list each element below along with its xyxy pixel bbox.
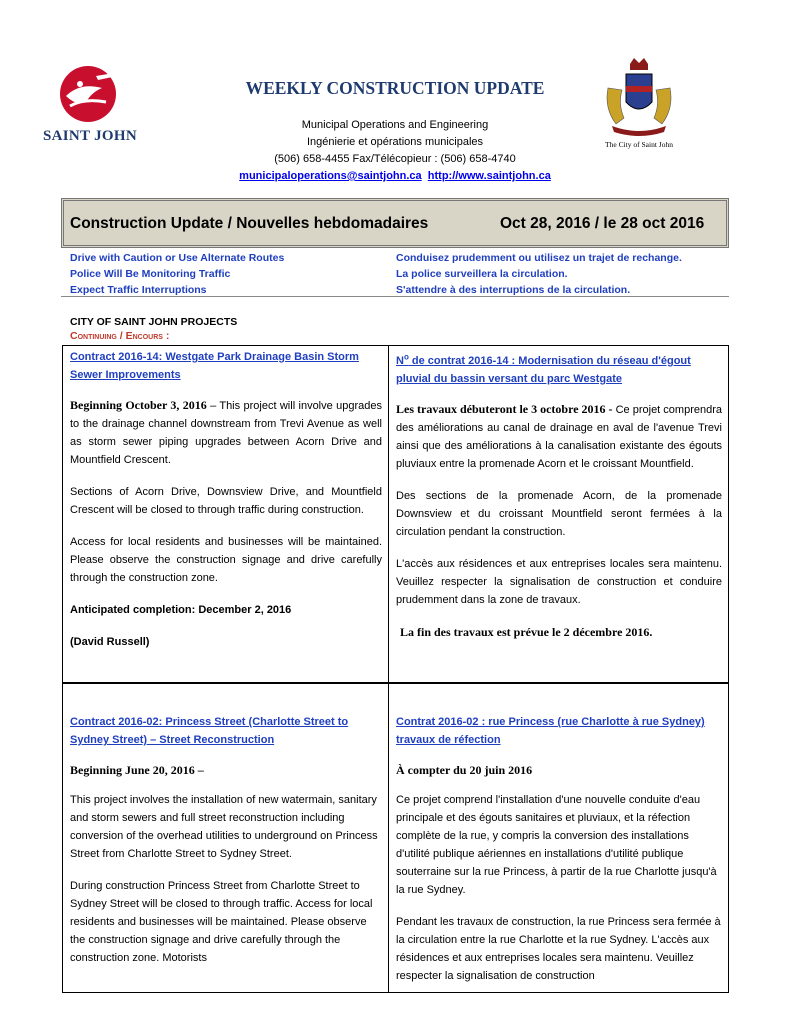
project2-en: [70, 713, 382, 981]
warning-en-2: Police Will Be Monitoring Traffic: [70, 268, 231, 280]
project1-en-link[interactable]: Contract 2016-14: Westgate Park Drainage Basin Storm Sewer Improvements: [70, 351, 359, 381]
website-link[interactable]: http://www.saintjohn.ca: [427, 170, 551, 182]
warnings-divider: [61, 296, 729, 297]
project1-en-desc: – This project will involve upgrades to the drainage channel downstream from Trevi Avenue as well as storm sewer piping upgrades between Acorn Drive and Mountfield Crescent.: [70, 400, 382, 466]
dept-english: Municipal Operations and Engineering: [301, 119, 489, 131]
warning-fr-1: Conduisez prudemment ou utilisez un trajet de rechange.: [396, 252, 682, 264]
project1-fr-closures: Des sections de la promenade Acorn, de la promenade Downsview et du croissant Mountfield seront fermées à la circulation pendant la construction.: [396, 489, 722, 538]
coat-of-arms-icon: [598, 58, 680, 138]
email-link[interactable]: municipaloperations@saintjohn.ca: [239, 170, 422, 182]
project2-fr-desc: Ce projet comprend l'installation d'une nouvelle conduite d'eau principale et des égouts sanitaires et pluviaux, et la réfection complète de la rue, y compris la conversion des installations d'utilité publique aériennes en installations d'utilité publique souterraine sur la rue Princess, à partir de la rue Charlotte jusqu'à la rue Sydney.: [396, 794, 717, 896]
city-coat-of-arms: [598, 58, 680, 153]
warning-fr-3: S'attendre à des interruptions de la circulation.: [396, 284, 631, 296]
warning-en-1: Drive with Caution or Use Alternate Routes: [70, 252, 285, 264]
phone-fax: (506) 658-4455 Fax/Télécopieur : (506) 658-4740: [274, 153, 516, 165]
saint-john-logo: [40, 62, 140, 147]
saint-john-wordmark: SAINT JOHN: [43, 128, 137, 144]
project2-fr-link[interactable]: Contrat 2016-02 : rue Princess (rue Charlotte à rue Sydney) travaux de réfection: [396, 716, 705, 746]
contact-links: [200, 170, 590, 182]
project1-fr-begin: Les travaux débuteront le 3 octobre 2016 -: [396, 401, 613, 416]
section-title: CITY OF SAINT JOHN PROJECTS: [70, 316, 238, 328]
project1-fr-access: L'accès aux résidences et aux entreprises locales sera maintenu. Veuillez respecter la signalisation de construction et conduire prudemment dans la zone de travaux.: [396, 557, 722, 606]
banner-title: Construction Update / Nouvelles hebdomadaires: [70, 215, 429, 232]
page-title: WEEKLY CONSTRUCTION UPDATE: [245, 78, 545, 98]
project2-en-begin: Beginning June 20, 2016 –: [70, 763, 204, 777]
coat-of-arms-caption: The City of Saint John: [605, 140, 673, 149]
update-banner: [61, 198, 729, 248]
project1-en: [70, 348, 382, 665]
banner-date: Oct 28, 2016 / le 28 oct 2016: [500, 215, 705, 232]
table-row-divider: [62, 682, 729, 684]
project1-en-begin: Beginning October 3, 2016: [70, 398, 207, 412]
project2-fr-begin: À compter du 20 juin 2016: [396, 763, 533, 777]
project2-en-desc: This project involves the installation of new watermain, sanitary and storm sewers and full street reconstruction including conversion of the overhead utilities to underground on Princess Street from Charlotte Street to Sydney Street.: [70, 794, 378, 860]
project1-en-access: Access for local residents and businesses will be maintained. Please observe the construction signage and drive carefully through the construction zone.: [70, 536, 382, 584]
project2-fr: [396, 713, 724, 999]
project1-fr-completion: La fin des travaux est prévue le 2 décembre 2016.: [400, 624, 653, 639]
project1-en-contact: (David Russell): [70, 636, 150, 648]
project1-fr: [396, 348, 722, 655]
warning-en-3: Expect Traffic Interruptions: [70, 284, 207, 296]
project2-fr-closures: Pendant les travaux de construction, la rue Princess sera fermée à la circulation entre la rue Charlotte et la rue Sydney. L'accès aux résidences et aux entreprises locales sera maintenu. Veuillez respecter la signalisation de construction: [396, 916, 721, 982]
section-subtitle: Continuing / Encours :: [70, 330, 170, 342]
project2-en-link[interactable]: Contract 2016-02: Princess Street (Charlotte Street to Sydney Street) – Street Reconstruction: [70, 716, 349, 746]
project1-fr-desc: Ce projet comprendra des améliorations au canal de drainage en aval de l'avenue Trevi ainsi que des améliorations à la canalisation existante des égouts pluviaux entre la promenade Acorn et le croissant Mountfield.: [396, 403, 722, 470]
warning-fr-2: La police surveillera la circulation.: [396, 268, 568, 280]
project1-en-completion: Anticipated completion: December 2, 2016: [70, 604, 292, 616]
project2-en-closures: During construction Princess Street from Charlotte Street to Sydney Street will be closed to through traffic. Access for local residents and businesses will be maintained. Please observe the construction signage and drive carefully through the construction zone. Motorists: [70, 880, 373, 964]
project1-en-closures: Sections of Acorn Drive, Downsview Drive, and Mountfield Crescent will be closed to through traffic during construction.: [70, 486, 382, 516]
dept-french: Ingénierie et opérations municipales: [306, 136, 484, 148]
table-column-divider: [388, 345, 389, 993]
project1-fr-link[interactable]: $N^o$ de contrat 2016-14 : Modernisation du réseau d'égout pluvial du bassin versant du parc Westgate: [396, 352, 691, 385]
saint-john-emblem-icon: [40, 62, 140, 128]
